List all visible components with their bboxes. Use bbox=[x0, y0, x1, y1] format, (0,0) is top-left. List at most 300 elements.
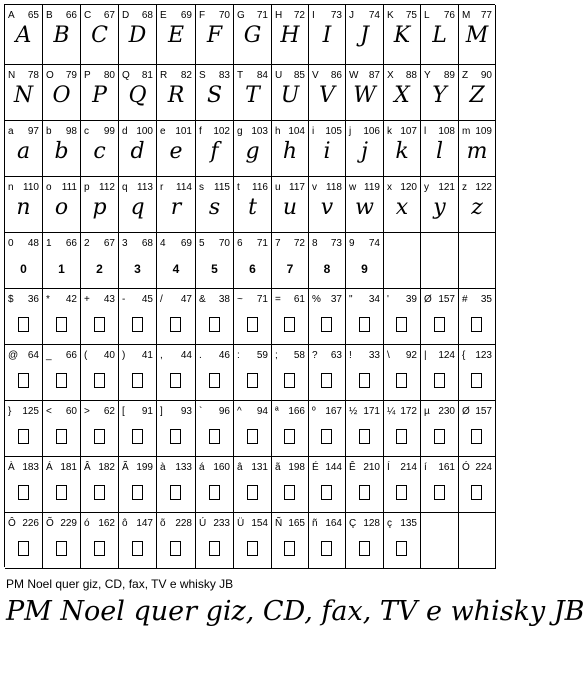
glyph-cell bbox=[119, 513, 157, 569]
glyph-code: 44 bbox=[180, 350, 192, 361]
glyph-code: 33 bbox=[368, 350, 380, 361]
glyph-code: 59 bbox=[256, 350, 268, 361]
glyph-cell bbox=[459, 233, 496, 289]
glyph-key: 7 bbox=[275, 238, 281, 249]
glyph-sample: R bbox=[167, 83, 185, 108]
glyph-key: Ê bbox=[349, 462, 356, 473]
glyph-code: 157 bbox=[475, 406, 492, 417]
glyph-cell bbox=[43, 5, 81, 65]
glyph-code: 233 bbox=[213, 518, 230, 529]
glyph-key: l bbox=[424, 126, 427, 137]
glyph-sample: 1 bbox=[58, 262, 65, 276]
glyph-cell bbox=[309, 401, 346, 457]
glyph-cell bbox=[234, 401, 272, 457]
glyph-key: Ã bbox=[122, 462, 129, 473]
glyph-sample: Y bbox=[432, 83, 447, 108]
glyph-code: 160 bbox=[213, 462, 230, 473]
glyph-key: Ç bbox=[349, 518, 357, 529]
glyph-key: Ü bbox=[237, 518, 245, 529]
glyph-cell bbox=[346, 345, 384, 401]
glyph-sample: v bbox=[320, 195, 334, 220]
glyph-code: 71 bbox=[256, 238, 268, 249]
glyph-sample: B bbox=[53, 23, 70, 48]
glyph-key: E bbox=[160, 10, 167, 21]
glyph-code: 77 bbox=[480, 10, 492, 21]
missing-glyph-box bbox=[81, 363, 118, 389]
glyph-key: 1 bbox=[46, 238, 52, 249]
glyph-code: 133 bbox=[175, 462, 192, 473]
glyph-code: 103 bbox=[251, 126, 268, 137]
glyph-cell bbox=[459, 177, 496, 233]
glyph-key: Â bbox=[84, 462, 91, 473]
glyph-cell bbox=[43, 233, 81, 289]
missing-glyph-box bbox=[43, 531, 80, 557]
glyph-code: 98 bbox=[65, 126, 77, 137]
glyph-cell bbox=[43, 457, 81, 513]
missing-glyph-box bbox=[43, 307, 80, 333]
glyph-cell bbox=[119, 121, 157, 177]
glyph-key: ? bbox=[312, 350, 318, 361]
glyph-code: 42 bbox=[65, 294, 77, 305]
glyph-sample: L bbox=[432, 23, 447, 48]
glyph-key: - bbox=[122, 294, 126, 305]
glyph-cell bbox=[196, 233, 234, 289]
character-map-grid bbox=[4, 4, 495, 567]
glyph-cell bbox=[459, 457, 496, 513]
glyph-key: @ bbox=[8, 350, 19, 361]
glyph-code: 70 bbox=[218, 238, 230, 249]
glyph-code: 85 bbox=[293, 70, 305, 81]
glyph-code: 71 bbox=[256, 294, 268, 305]
glyph-key: á bbox=[199, 462, 205, 473]
glyph-code: 113 bbox=[137, 182, 153, 193]
glyph-key: { bbox=[462, 350, 466, 361]
glyph-sample: z bbox=[471, 195, 483, 220]
glyph-code: 110 bbox=[23, 182, 39, 193]
glyph-code: 80 bbox=[103, 70, 115, 81]
missing-glyph-box bbox=[5, 419, 42, 445]
glyph-cell bbox=[5, 345, 43, 401]
missing-glyph-box bbox=[5, 363, 42, 389]
glyph-code: 226 bbox=[22, 518, 39, 529]
glyph-key: & bbox=[199, 294, 206, 305]
glyph-code: 71 bbox=[256, 10, 268, 21]
glyph-cell bbox=[459, 5, 496, 65]
glyph-cell bbox=[309, 177, 346, 233]
glyph-code: 147 bbox=[136, 518, 153, 529]
glyph-code: 83 bbox=[218, 70, 230, 81]
glyph-cell bbox=[384, 289, 421, 345]
glyph-key: P bbox=[84, 70, 91, 81]
glyph-cell bbox=[119, 401, 157, 457]
glyph-key: Õ bbox=[46, 518, 54, 529]
glyph-code: 114 bbox=[176, 182, 192, 193]
glyph-code: 66 bbox=[65, 238, 77, 249]
glyph-code: 96 bbox=[218, 406, 230, 417]
glyph-sample: q bbox=[130, 195, 145, 220]
glyph-code: 87 bbox=[368, 70, 380, 81]
glyph-code: 58 bbox=[293, 350, 305, 361]
glyph-cell bbox=[157, 289, 196, 345]
glyph-key: Y bbox=[424, 70, 431, 81]
glyph-key: U bbox=[275, 70, 283, 81]
glyph-sample: T bbox=[245, 83, 260, 108]
glyph-cell bbox=[196, 65, 234, 121]
glyph-cell bbox=[157, 65, 196, 121]
glyph-cell bbox=[119, 233, 157, 289]
glyph-code: 91 bbox=[141, 406, 153, 417]
glyph-sample: M bbox=[465, 23, 489, 48]
glyph-cell bbox=[384, 65, 421, 121]
glyph-key: y bbox=[424, 182, 429, 193]
glyph-code: 84 bbox=[256, 70, 268, 81]
glyph-key: Á bbox=[46, 462, 53, 473]
glyph-code: 35 bbox=[480, 294, 492, 305]
missing-glyph-box bbox=[234, 475, 271, 501]
glyph-cell bbox=[5, 401, 43, 457]
glyph-key: Ô bbox=[8, 518, 16, 529]
missing-glyph-box bbox=[234, 419, 271, 445]
glyph-code: 40 bbox=[103, 350, 115, 361]
missing-glyph-box bbox=[421, 475, 458, 501]
glyph-code: 46 bbox=[218, 350, 230, 361]
glyph-key: V bbox=[312, 70, 319, 81]
glyph-key: 4 bbox=[160, 238, 166, 249]
missing-glyph-box bbox=[309, 307, 345, 333]
glyph-sample: A bbox=[15, 23, 32, 48]
missing-glyph-box bbox=[346, 531, 383, 557]
glyph-code: 61 bbox=[293, 294, 305, 305]
glyph-cell bbox=[272, 345, 309, 401]
glyph-sample: J bbox=[360, 23, 369, 48]
glyph-cell bbox=[5, 233, 43, 289]
glyph-code: 107 bbox=[400, 126, 417, 137]
glyph-key: Q bbox=[122, 70, 130, 81]
missing-glyph-box bbox=[272, 475, 308, 501]
glyph-code: 66 bbox=[65, 10, 77, 21]
glyph-sample: p bbox=[92, 195, 107, 220]
glyph-key: K bbox=[387, 10, 394, 21]
glyph-code: 224 bbox=[475, 462, 492, 473]
glyph-cell bbox=[119, 65, 157, 121]
glyph-sample: D bbox=[128, 23, 147, 48]
glyph-code: 115 bbox=[214, 182, 230, 193]
glyph-cell bbox=[272, 121, 309, 177]
glyph-cell bbox=[5, 289, 43, 345]
glyph-code: 106 bbox=[363, 126, 380, 137]
glyph-cell bbox=[119, 5, 157, 65]
glyph-sample: C bbox=[91, 23, 108, 48]
glyph-key: R bbox=[160, 70, 168, 81]
glyph-sample: f bbox=[210, 139, 219, 164]
glyph-key: ~ bbox=[237, 294, 243, 305]
missing-glyph-box bbox=[81, 475, 118, 501]
glyph-key: D bbox=[122, 10, 130, 21]
missing-glyph-box bbox=[459, 475, 495, 501]
glyph-key: º bbox=[312, 406, 316, 417]
glyph-code: 81 bbox=[141, 70, 153, 81]
glyph-code: 109 bbox=[475, 126, 492, 137]
glyph-key: ª bbox=[275, 406, 279, 417]
glyph-cell bbox=[421, 121, 459, 177]
glyph-key: J bbox=[349, 10, 354, 21]
glyph-cell bbox=[346, 233, 384, 289]
glyph-cell bbox=[421, 345, 459, 401]
glyph-sample: j bbox=[361, 139, 368, 164]
glyph-key: | bbox=[424, 350, 427, 361]
glyph-key: u bbox=[275, 182, 281, 193]
glyph-key: O bbox=[46, 70, 54, 81]
glyph-code: 131 bbox=[251, 462, 268, 473]
glyph-cell bbox=[81, 401, 119, 457]
glyph-code: 161 bbox=[438, 462, 455, 473]
glyph-key: I bbox=[312, 10, 315, 21]
glyph-cell bbox=[421, 289, 459, 345]
glyph-key: ' bbox=[387, 294, 389, 305]
glyph-code: 75 bbox=[405, 10, 417, 21]
glyph-key: µ bbox=[424, 406, 430, 417]
glyph-key: É bbox=[312, 462, 319, 473]
glyph-sample: P bbox=[92, 83, 107, 108]
glyph-cell bbox=[196, 121, 234, 177]
glyph-key: 0 bbox=[8, 238, 14, 249]
glyph-code: 69 bbox=[180, 10, 192, 21]
glyph-key: G bbox=[237, 10, 245, 21]
glyph-key: ç bbox=[387, 518, 392, 529]
missing-glyph-box bbox=[272, 307, 308, 333]
glyph-key: S bbox=[199, 70, 206, 81]
glyph-key: Z bbox=[462, 70, 469, 81]
glyph-key: g bbox=[237, 126, 243, 137]
glyph-cell bbox=[272, 233, 309, 289]
glyph-code: 72 bbox=[293, 238, 305, 249]
glyph-sample: 5 bbox=[211, 262, 218, 276]
missing-glyph-box bbox=[196, 307, 233, 333]
glyph-key: À bbox=[8, 462, 15, 473]
missing-glyph-box bbox=[81, 307, 118, 333]
glyph-code: 118 bbox=[326, 182, 342, 193]
glyph-key: 5 bbox=[199, 238, 205, 249]
glyph-sample: V bbox=[319, 83, 335, 108]
glyph-code: 162 bbox=[98, 518, 115, 529]
missing-glyph-box bbox=[157, 419, 195, 445]
glyph-cell bbox=[309, 513, 346, 569]
glyph-cell bbox=[346, 177, 384, 233]
glyph-cell bbox=[309, 233, 346, 289]
glyph-cell bbox=[157, 177, 196, 233]
glyph-key: e bbox=[160, 126, 166, 137]
glyph-cell bbox=[234, 345, 272, 401]
missing-glyph-box bbox=[81, 531, 118, 557]
missing-glyph-box bbox=[5, 531, 42, 557]
glyph-cell bbox=[234, 5, 272, 65]
glyph-cell bbox=[157, 121, 196, 177]
glyph-sample: s bbox=[208, 195, 221, 220]
glyph-cell bbox=[384, 233, 421, 289]
glyph-cell bbox=[234, 513, 272, 569]
missing-glyph-box bbox=[5, 475, 42, 501]
glyph-cell bbox=[384, 457, 421, 513]
glyph-sample: y bbox=[433, 195, 446, 220]
glyph-key: í bbox=[424, 462, 427, 473]
glyph-sample: c bbox=[93, 139, 106, 164]
glyph-key: X bbox=[387, 70, 394, 81]
glyph-key: ` bbox=[199, 406, 203, 417]
glyph-key: C bbox=[84, 10, 92, 21]
glyph-cell bbox=[5, 457, 43, 513]
glyph-cell bbox=[43, 65, 81, 121]
glyph-key: v bbox=[312, 182, 317, 193]
glyph-sample: x bbox=[395, 195, 409, 220]
glyph-cell bbox=[43, 401, 81, 457]
missing-glyph-box bbox=[157, 363, 195, 389]
glyph-code: 124 bbox=[438, 350, 455, 361]
glyph-sample: G bbox=[243, 23, 262, 48]
glyph-key: < bbox=[46, 406, 52, 417]
glyph-key: ! bbox=[349, 350, 352, 361]
glyph-cell bbox=[196, 289, 234, 345]
glyph-cell bbox=[346, 5, 384, 65]
glyph-cell bbox=[119, 177, 157, 233]
glyph-code: 68 bbox=[141, 238, 153, 249]
missing-glyph-box bbox=[119, 363, 156, 389]
glyph-key: 2 bbox=[84, 238, 90, 249]
glyph-key: w bbox=[349, 182, 357, 193]
glyph-key: h bbox=[275, 126, 281, 137]
glyph-code: 183 bbox=[22, 462, 39, 473]
glyph-code: 144 bbox=[325, 462, 342, 473]
glyph-key: * bbox=[46, 294, 50, 305]
glyph-cell bbox=[459, 121, 496, 177]
glyph-cell bbox=[81, 457, 119, 513]
glyph-key: p bbox=[84, 182, 90, 193]
glyph-cell bbox=[5, 65, 43, 121]
glyph-code: 74 bbox=[368, 10, 380, 21]
glyph-key: M bbox=[462, 10, 471, 21]
glyph-code: 67 bbox=[103, 238, 115, 249]
missing-glyph-box bbox=[234, 363, 271, 389]
glyph-key: Ø bbox=[424, 294, 432, 305]
missing-glyph-box bbox=[272, 363, 308, 389]
glyph-cell bbox=[157, 513, 196, 569]
glyph-key: + bbox=[84, 294, 90, 305]
glyph-code: 100 bbox=[136, 126, 153, 137]
missing-glyph-box bbox=[309, 419, 345, 445]
glyph-cell bbox=[459, 513, 496, 569]
glyph-key: 6 bbox=[237, 238, 243, 249]
glyph-key: 9 bbox=[349, 238, 355, 249]
glyph-key: n bbox=[8, 182, 14, 193]
glyph-cell bbox=[81, 121, 119, 177]
glyph-sample: 2 bbox=[96, 262, 103, 276]
glyph-cell bbox=[272, 289, 309, 345]
glyph-cell bbox=[5, 5, 43, 65]
glyph-sample: b bbox=[54, 139, 69, 164]
glyph-cell bbox=[81, 65, 119, 121]
glyph-sample: u bbox=[282, 195, 298, 220]
missing-glyph-box bbox=[157, 307, 195, 333]
glyph-code: 182 bbox=[98, 462, 115, 473]
missing-glyph-box bbox=[384, 531, 420, 557]
glyph-key: d bbox=[122, 126, 128, 137]
missing-glyph-box bbox=[272, 419, 308, 445]
glyph-code: 154 bbox=[251, 518, 268, 529]
sample-text-label: PM Noel quer giz, CD, fax, TV e whisky JB bbox=[6, 577, 234, 591]
glyph-cell bbox=[196, 401, 234, 457]
glyph-code: 104 bbox=[288, 126, 305, 137]
glyph-key: L bbox=[424, 10, 430, 21]
glyph-cell bbox=[81, 345, 119, 401]
glyph-code: 62 bbox=[103, 406, 115, 417]
glyph-sample: k bbox=[395, 139, 409, 164]
missing-glyph-box bbox=[196, 363, 233, 389]
glyph-sample: n bbox=[16, 195, 31, 220]
glyph-cell bbox=[157, 401, 196, 457]
glyph-key: ] bbox=[160, 406, 163, 417]
glyph-cell bbox=[81, 513, 119, 569]
glyph-cell bbox=[459, 65, 496, 121]
missing-glyph-box bbox=[346, 419, 383, 445]
missing-glyph-box bbox=[346, 307, 383, 333]
glyph-key: [ bbox=[122, 406, 125, 417]
glyph-code: 135 bbox=[400, 518, 417, 529]
glyph-sample: U bbox=[280, 83, 300, 108]
glyph-sample: S bbox=[206, 83, 223, 108]
glyph-key: N bbox=[8, 70, 16, 81]
glyph-cell bbox=[272, 65, 309, 121]
glyph-code: 121 bbox=[438, 182, 455, 193]
glyph-cell bbox=[309, 5, 346, 65]
glyph-key: m bbox=[462, 126, 471, 137]
glyph-cell bbox=[309, 65, 346, 121]
sample-text-script: PM Noel quer giz, CD, fax, TV e whisky JB bbox=[6, 596, 584, 627]
glyph-cell bbox=[234, 233, 272, 289]
glyph-key: ó bbox=[84, 518, 90, 529]
glyph-key: W bbox=[349, 70, 359, 81]
glyph-cell bbox=[384, 513, 421, 569]
glyph-code: 229 bbox=[60, 518, 77, 529]
missing-glyph-box bbox=[119, 419, 156, 445]
glyph-code: 97 bbox=[27, 126, 39, 137]
glyph-code: 90 bbox=[480, 70, 492, 81]
glyph-cell bbox=[309, 121, 346, 177]
glyph-key: a bbox=[8, 126, 14, 137]
glyph-sample: Z bbox=[469, 83, 485, 108]
glyph-sample: g bbox=[245, 139, 260, 164]
glyph-code: 74 bbox=[368, 238, 380, 249]
glyph-code: 94 bbox=[256, 406, 268, 417]
missing-glyph-box bbox=[234, 531, 271, 557]
glyph-sample: h bbox=[282, 139, 298, 164]
glyph-code: 76 bbox=[443, 10, 455, 21]
glyph-cell bbox=[346, 289, 384, 345]
glyph-code: 230 bbox=[438, 406, 455, 417]
missing-glyph-box bbox=[421, 419, 458, 445]
missing-glyph-box bbox=[384, 363, 420, 389]
missing-glyph-box bbox=[43, 419, 80, 445]
glyph-code: 43 bbox=[103, 294, 115, 305]
glyph-key: ½ bbox=[349, 406, 358, 417]
glyph-cell bbox=[81, 233, 119, 289]
glyph-code: 99 bbox=[103, 126, 115, 137]
glyph-code: 93 bbox=[180, 406, 192, 417]
glyph-key: Ñ bbox=[275, 518, 283, 529]
glyph-cell bbox=[421, 457, 459, 513]
missing-glyph-box bbox=[309, 363, 345, 389]
glyph-sample: r bbox=[170, 195, 182, 220]
glyph-cell bbox=[309, 457, 346, 513]
glyph-code: 214 bbox=[400, 462, 417, 473]
